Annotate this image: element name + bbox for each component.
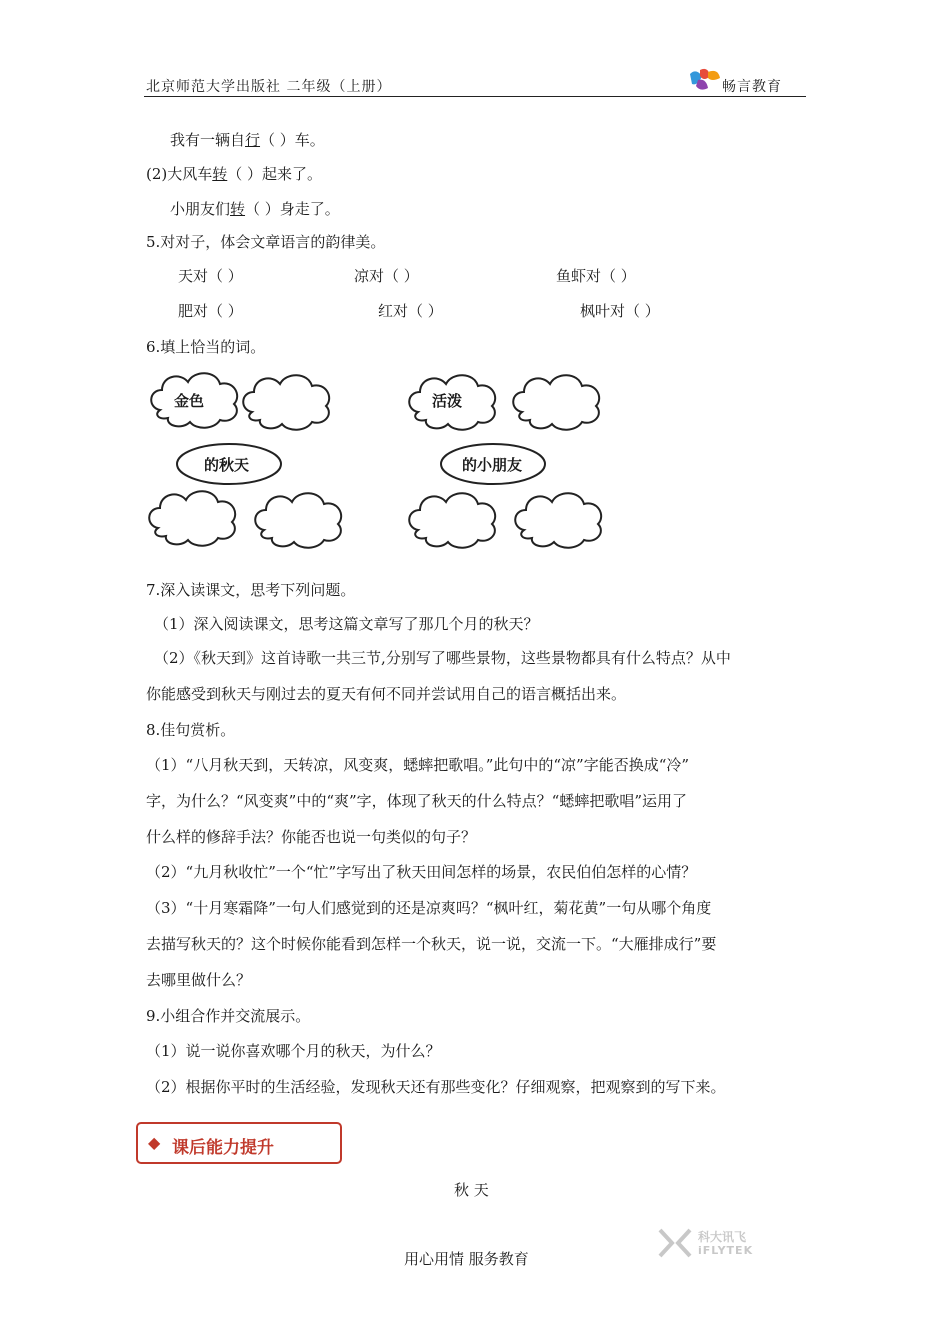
page-footer: 用心用情 服务教育 [404, 1250, 529, 1268]
header-publisher: 北京师范大学出版社 二年级（上册） [146, 79, 392, 95]
pair-6: 枫叶对（ ） [580, 302, 660, 320]
question-8-1a: （1）“八月秋天到，天转凉，风变爽，蟋蟀把歌唱。”此句中的“凉”字能否换成“冷” [146, 756, 690, 774]
pair-2: 凉对（ ） [354, 267, 419, 285]
watermark-cn: 科大讯飞 [698, 1230, 747, 1244]
text: (2)大风车 [146, 165, 213, 183]
question-5: 5.对对子，体会文章语言的韵律美。 [146, 233, 386, 251]
cloud-top-right-2 [513, 375, 599, 430]
cloud-bottom-left-2 [409, 493, 495, 548]
line-kids-turn [170, 199, 340, 219]
question-7-2a: （2）《秋天到》这首诗歌一共三节,分别写了哪些景物，这些景物都具有什么特点？从中 [154, 649, 731, 667]
cloud-word-left: 金色 [174, 392, 205, 410]
poem-title: 秋 天 [454, 1181, 489, 1199]
question-6: 6.填上恰当的词。 [146, 338, 266, 356]
blank: （ ）身走了。 [245, 200, 340, 218]
underlined-char: 转 [230, 200, 246, 218]
cloud-bottom-left [149, 491, 235, 546]
text: 小朋友们 [170, 200, 231, 218]
question-8-3b: 去描写秋天的？这个时候你能看到怎样一个秋天，说一说，交流一下。“大雁排成行”要 [146, 935, 717, 953]
question-7: 7.深入读课文，思考下列问题。 [146, 581, 356, 599]
question-8-2: （2）“九月秋收忙”一个“忙”字写出了秋天田间怎样的场景，农民伯伯怎样的心情？ [146, 863, 697, 881]
question-8-1c: 什么样的修辞手法？你能否也说一句类似的句子？ [146, 828, 477, 846]
center-label-right: 的小朋友 [462, 456, 523, 474]
brand-logo-icon [688, 66, 722, 94]
header-brand: 畅言教育 [722, 79, 782, 95]
line-bike [170, 130, 325, 150]
question-8-3c: 去哪里做什么？ [146, 971, 252, 989]
diamond-icon: ◆ [148, 1133, 161, 1152]
cloud-bottom-right-2 [515, 493, 601, 548]
question-8: 8.佳句赏析。 [146, 721, 236, 739]
blank: （ ）车。 [260, 131, 325, 149]
section-heading-box [136, 1122, 342, 1164]
center-label-left: 的秋天 [204, 456, 250, 474]
pair-1: 天对（ ） [178, 267, 243, 285]
text: 我有一辆自 [170, 131, 246, 149]
question-9-1: （1）说一说你喜欢哪个月的秋天，为什么？ [146, 1042, 441, 1060]
watermark-en: iFLYTEK [698, 1244, 754, 1257]
question-7-2b: 你能感受到秋天与刚过去的夏天有何不同并尝试用自己的语言概括出来。 [146, 685, 627, 703]
underlined-char: 转 [212, 165, 228, 183]
question-8-1b: 字，为什么？“风变爽”中的“爽”字，体现了秋天的什么特点？“蟋蟀把歌唱”运用了 [146, 792, 688, 810]
question-9-2: （2）根据你平时的生活经验，发现秋天还有那些变化？仔细观察，把观察到的写下来。 [146, 1078, 726, 1096]
blank: （ ）起来了。 [227, 165, 323, 183]
cloud-top-right [243, 375, 329, 430]
pair-4: 肥对（ ） [178, 302, 243, 320]
cloud-word-right: 活泼 [432, 392, 463, 410]
line-windmill [146, 164, 322, 184]
header-rule [144, 96, 806, 97]
pair-5: 红对（ ） [378, 302, 443, 320]
question-8-3a: （3）“十月寒霜降”一句人们感觉到的还是凉爽吗？“枫叶红，菊花黄”一句从哪个角度 [146, 899, 712, 917]
pair-3: 鱼虾对（ ） [556, 267, 636, 285]
cloud-bottom-right [255, 493, 341, 548]
question-9: 9.小组合作并交流展示。 [146, 1007, 311, 1025]
iflytek-logo-icon [656, 1226, 694, 1260]
section-heading-label: 课后能力提升 [172, 1138, 274, 1158]
underlined-char: 行 [245, 131, 261, 149]
question-7-1: （1）深入阅读课文，思考这篇文章写了那几个月的秋天？ [154, 615, 539, 633]
